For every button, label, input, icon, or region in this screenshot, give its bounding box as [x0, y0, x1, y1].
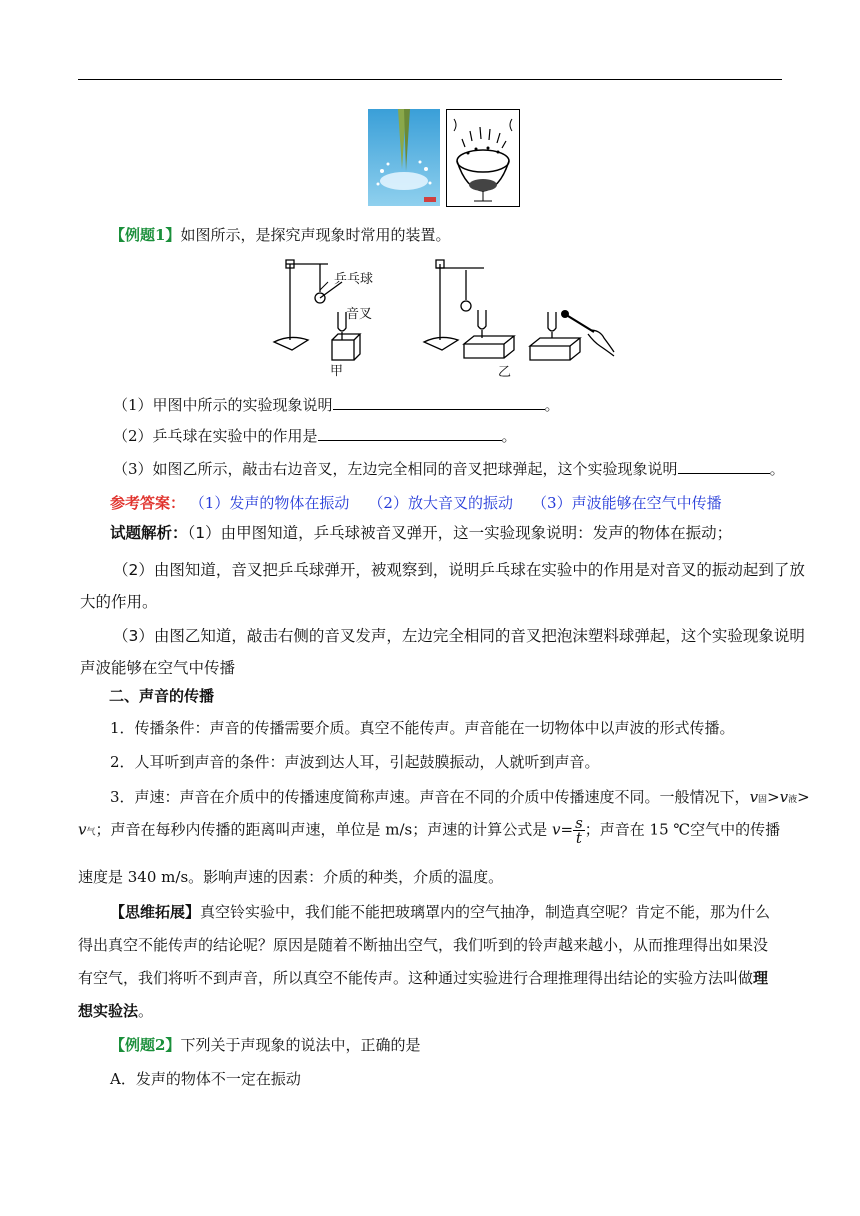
question-2: （2）乒乓球在实验中的作用是 。 [113, 427, 517, 445]
speaker-vibration-image [446, 109, 520, 207]
paragraph-3-line-1: 3．声速：声音在介质中的传播速度简称声速。声音在不同的介质中传播速度不同。一般情况下，v固>v液> [110, 788, 810, 806]
thinking-extension-line-3: 有空气，我们将听不到声音，所以真空不能传声。这种通过实验进行合理推理得出结论的实验方法叫做理 [78, 969, 769, 987]
paragraph-1: 1．传播条件：声音的传播需要介质。真空不能传声。声音能在一切物体中以声波的形式传播。 [110, 719, 735, 737]
figure-label-fork: 音叉 [346, 307, 373, 322]
question-1: （1）甲图中所示的实验现象说明 。 [113, 396, 560, 414]
paragraph-3-line-3: 速度是 340 m/s。影响声速的因素：介质的种类，介质的温度。 [78, 868, 504, 886]
answer-blank-1[interactable] [333, 396, 545, 410]
water-splash-image [368, 109, 440, 206]
analysis-line-3b: 声波能够在空气中传播 [80, 659, 236, 677]
header-rule [78, 79, 782, 80]
section-heading: 二、声音的传播 [109, 687, 215, 705]
analysis-line-3a: （3）由图乙知道，敲击右侧的音叉发声，左边完全相同的音叉把泡沫塑料球弹起，这个实验现象说明 [113, 627, 805, 645]
question-3: （3）如图乙所示，敲击右边音叉，左边完全相同的音叉把球弹起，这个实验现象说明 。 [113, 460, 785, 478]
analysis-line-1: 试题解析：（1）由甲图知道，乒乓球被音叉弹开，这一实验现象说明：发声的物体在振动； [110, 524, 733, 542]
answer-blank-2[interactable] [318, 427, 502, 441]
figure-label-ball: 乒乓球 [334, 272, 374, 287]
figure-label-jia: 甲 [330, 364, 344, 379]
example2-option-a: A．发声的物体不一定在振动 [110, 1070, 301, 1088]
reference-answer: 参考答案： （1）发声的物体在振动 （2）放大音叉的振动 （3）声波能够在空气中传播 [110, 494, 722, 512]
paragraph-2: 2．人耳听到声音的条件：声波到达人耳，引起鼓膜振动，人就听到声音。 [110, 753, 600, 771]
paragraph-3-line-2: v气；声音在每秒内传播的距离叫声速，单位是 m/s；声速的计算公式是 v= $\frac{s}{t}$ ；声音在 15 ℃空气中的传播 [78, 814, 781, 847]
answer-blank-3[interactable] [678, 460, 770, 474]
analysis-line-2b: 大的作用。 [80, 593, 158, 611]
figure-label-yi: 乙 [498, 365, 512, 380]
example1-stem: 【例题1】如图所示，是探究声现象时常用的装置。 [110, 226, 451, 244]
analysis-line-2a: （2）由图知道，音叉把乒乓球弹开，被观察到，说明乒乓球在实验中的作用是对音叉的振动起到了放 [113, 561, 805, 579]
thinking-extension-line-2: 得出真空不能传声的结论呢？原因是随着不断抽出空气，我们听到的铃声越来越小，从而推理得出如果没 [78, 936, 769, 954]
speed-formula-fraction: $\frac{s}{t}$ [575, 814, 583, 847]
thinking-extension-line-1: 【思维拓展】真空铃实验中，我们能不能把玻璃罩内的空气抽净，制造真空呢？肯定不能，那为什么 [110, 903, 771, 921]
thinking-extension-line-4: 想实验法。 [78, 1002, 154, 1020]
example2-stem: 【例题2】下列关于声现象的说法中，正确的是 [110, 1036, 421, 1054]
tuning-fork-apparatus-figure [272, 254, 620, 376]
